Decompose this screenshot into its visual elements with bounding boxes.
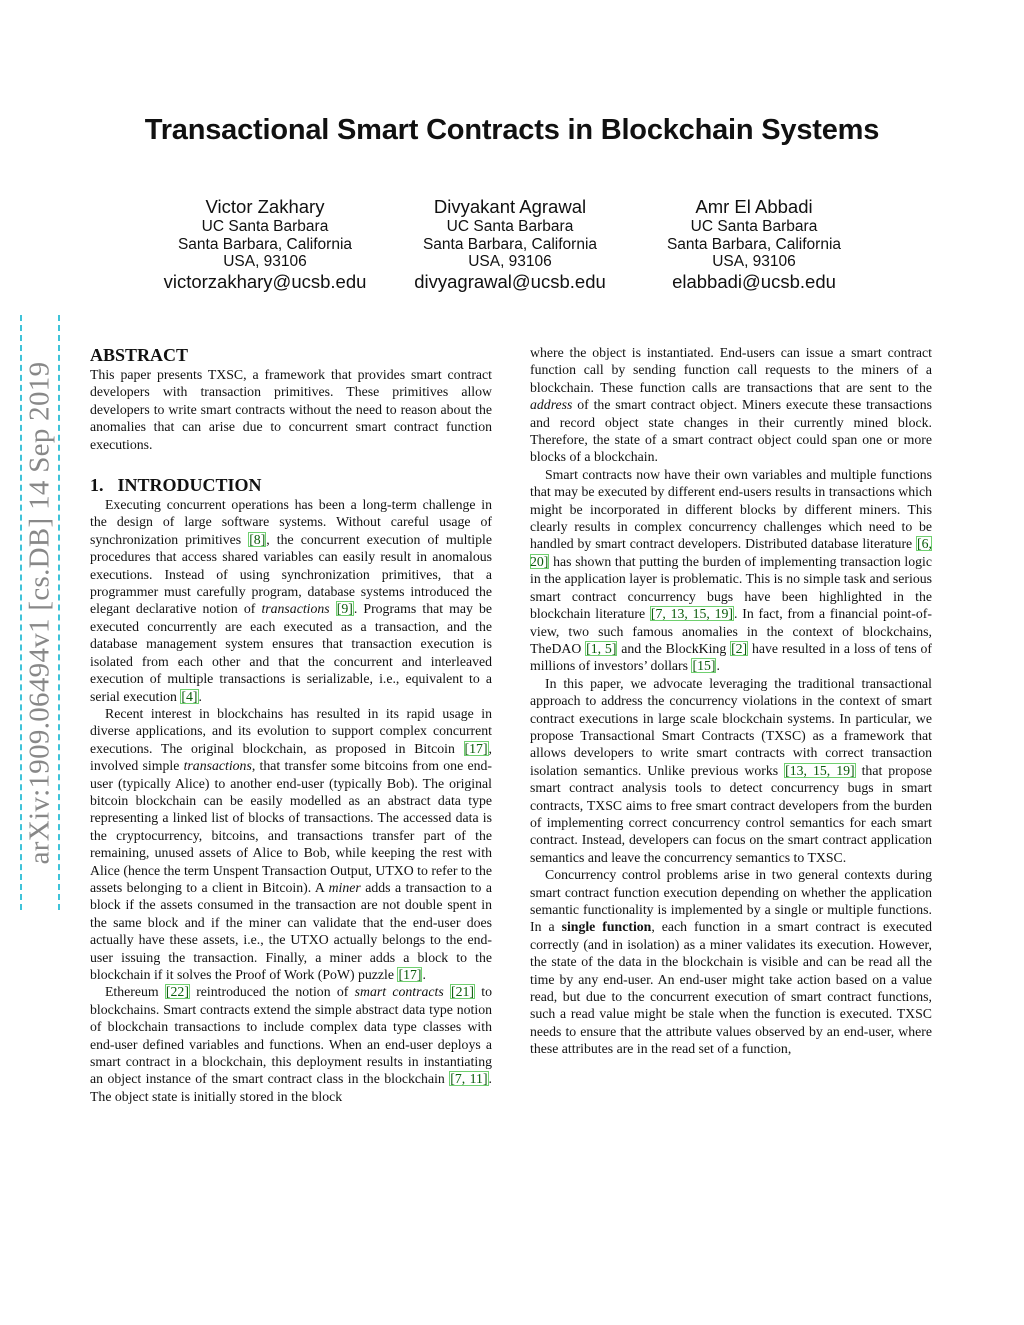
citation-link[interactable]: [17] <box>464 740 488 756</box>
abstract-heading: ABSTRACT <box>90 345 189 365</box>
intro-paragraph-3: Ethereum [22] reintroduced the notion of smart contracts [21] to blockchains. Smart contracts extend the simple abstract data type notion of blockchain transactions to include complex data type classes with end-user defined variables and functions. When an end-user deploys a smart contract in a blockchain, this deployment results in instantiating an object instance of the smart contract class in the blockchain [7, 11]. The object state is initially stored in the block <box>90 984 492 1104</box>
author-1 <box>145 196 385 293</box>
citation-link[interactable]: [13, 15, 19] <box>785 762 855 778</box>
citation-link[interactable]: [8] <box>249 531 266 547</box>
section-heading-introduction <box>90 474 492 496</box>
author-name: Victor Zakhary <box>205 196 325 217</box>
arxiv-stamp[interactable] <box>20 315 60 910</box>
author-affiliation: UC Santa Barbara <box>690 218 818 235</box>
author-name: Divyakant Agrawal <box>433 196 587 217</box>
author-2 <box>390 196 630 293</box>
citation-link[interactable]: [1, 5] <box>586 640 617 656</box>
citation-link[interactable]: [2] <box>731 640 748 656</box>
citation-link[interactable]: [7, 11] <box>450 1071 488 1087</box>
author-3 <box>634 196 874 293</box>
author-location: Santa Barbara, California <box>666 235 842 253</box>
author-location: Santa Barbara, California <box>177 235 353 253</box>
paper-title: Transactional Smart Contracts in Blockchain Systems <box>144 114 880 146</box>
author-name: Amr El Abbadi <box>695 196 813 217</box>
author-affiliation: UC Santa Barbara <box>201 218 329 235</box>
section-number: 1. <box>90 475 104 496</box>
citation-link[interactable]: [21] <box>450 984 474 1000</box>
intro-paragraph-6: In this paper, we advocate leveraging the traditional transactional approach to address the concurrency violations in the context of smart contract executions in large scale blockchain systems. In particular, we propose Transactional Smart Contracts (TXSC) as a framework that allows developers to write smart contracts with correct transaction isolation semantics. Unlike previous works [13, 15, 19] that propose smart contract analysis tools to detect concurrency bugs in smart contracts, TXSC aims to free smart contract developers from the burden of implementing correct concurrency control semantics for each smart contract. Instead, developers can focus on the smart contract application semantics and leave the concurrency semantics to TXSC. <box>530 675 932 865</box>
section-title: INTRODUCTION <box>117 475 262 496</box>
intro-paragraph-5: Smart contracts now have their own variables and multiple functions that may be executed by different end-users results in transactions which might be incorporated in different blocks by different miners. This clearly results in complex concurrency challenges which need to be handled by smart contract developers. Distributed database literature [6, 20] has shown that putting the burden of implementing transaction logic in the application layer is problematic. This is no simple task and serious smart contract concurrency bugs have been highlighted in the blockchain literature [7, 13, 15, 19]. In fact, from a financial point-of-view, two such famous anomalies in the context of blockchains, TheDAO [1, 5] and the BlockKing [2] have resulted in a loss of tens of millions of investors’ dollars [15]. <box>530 466 932 674</box>
author-location: Santa Barbara, California <box>422 235 598 253</box>
left-column <box>90 344 492 1105</box>
arxiv-stamp-text: arXiv:1909.06494v1 [cs.DB] 14 Sep 2019 <box>23 361 56 864</box>
citation-link[interactable]: [6, 20] <box>530 536 932 569</box>
citation-link[interactable]: [15] <box>692 658 716 674</box>
author-email: elabbadi@ucsb.edu <box>672 270 836 292</box>
author-email: divyagrawal@ucsb.edu <box>414 270 606 292</box>
citation-link[interactable]: [7, 13, 15, 19] <box>650 606 734 622</box>
citation-link[interactable]: [9] <box>336 601 353 617</box>
intro-paragraph-4: where the object is instantiated. End-users can issue a smart contract function call by sending function call requests to the miners of a blockchain. These function calls are transactions that are sent to the address of the smart contract object. Miners execute these transactions and record object state changes in their currently mined block. Therefore, the state of a smart contract object could span one or more blocks of a blockchain. <box>530 345 932 465</box>
author-email: victorzakhary@ucsb.edu <box>163 270 367 292</box>
citation-link[interactable]: [4] <box>181 688 198 704</box>
author-country: USA, 93106 <box>223 253 307 270</box>
author-affiliation: UC Santa Barbara <box>446 218 574 235</box>
right-column <box>530 344 932 1058</box>
abstract-text: This paper presents TXSC, a framework that provides smart contract developers with transaction primitives. These primitives allow developers to write smart contracts without the need to reason about the anomalies that can arise due to concurrent smart contract function executions. <box>90 367 492 452</box>
citation-link[interactable]: [22] <box>165 984 189 1000</box>
intro-paragraph-1: Executing concurrent operations has been a long-term challenge in the design of large software systems. Without careful usage of synchronization primitives [8], the concurrent execution of multiple procedures that access shared variables can easily result in anomalous executions. Instead of using synchronization primitives, that a programmer must carefully program, database systems introduced the elegant declarative notion of transactions [9]. Programs that may be executed concurrently are each executed as a transaction, and the database management system ensures that transaction execution is isolated from each other and that the concurrent and interleaved execution of multiple transactions is serializable, i.e., equivalent to a serial execution [4]. <box>90 497 492 704</box>
author-country: USA, 93106 <box>712 253 796 270</box>
author-country: USA, 93106 <box>468 253 552 270</box>
citation-link[interactable]: [17] <box>398 967 422 982</box>
intro-paragraph-7: Concurrency control problems arise in two general contexts during smart contract function execution depending on whether the application semantic functionality is implemented by a single or multiple functions. In a single function, each function in a smart contract is executed correctly (and in isolation) as a miner validates its execution. However, the state of the data in the blockchain is visible and can be read all the time by any end-user. An end-user might take action based on a value read, but due to the concurrent execution of smart contract functions, such a read value might be stale when the function is executed. TXSC needs to ensure that the attribute values observed by an end-user, where these attributes are in the read set of a function, <box>530 867 933 1057</box>
intro-paragraph-2: Recent interest in blockchains has resulted in its rapid usage in diverse applications, and its evolution to support complex concurrent executions. The original blockchain, as proposed in Bitcoin [17], involved simple transactions, that transfer some bitcoins from one end-user (typically Alice) to another end-user (typically Bob). The original bitcoin blockchain can be easily modelled as an abstract data type representing a linked list of blocks of transactions. The accessed data is the cryptocurrency, bitcoins, and transactions transfer part of the remaining, unused assets of Alice to Bob, while keeping the rest with Alice (hence the term Unspent Transaction Output, UTXO to refer to the assets belonging to a client in Bitcoin). A miner adds a transaction to a block if the assets consumed in the transaction are not double spent in the same block and if the miner can validate that the end-user does actually have these assets, i.e., the UTXO actually belongs to the end-user issuing the transaction. Finally, a miner adds a block to the blockchain if it solves the Proof of Work (PoW) puzzle [17]. <box>90 705 492 982</box>
